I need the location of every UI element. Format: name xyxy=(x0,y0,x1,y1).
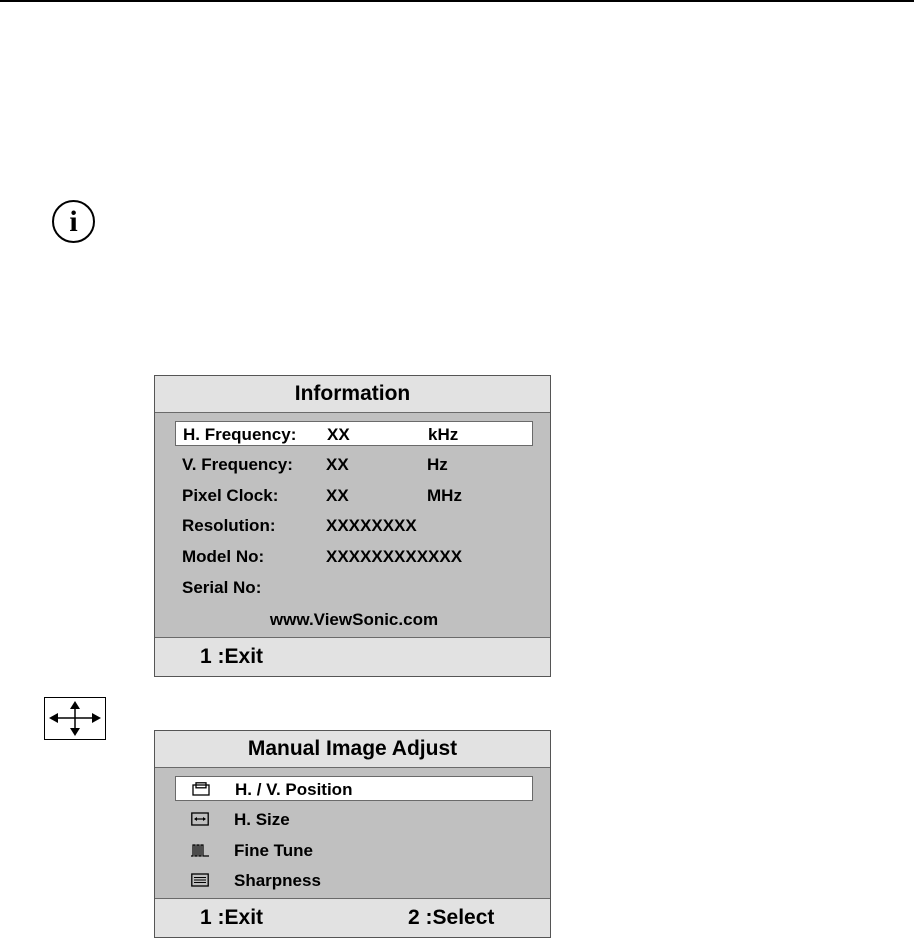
info-row-value: XX xyxy=(326,486,349,505)
position-icon xyxy=(192,782,210,796)
menu-item-label: Fine Tune xyxy=(234,841,314,860)
h-size-icon xyxy=(191,812,209,826)
manual-menu-footer xyxy=(155,898,550,937)
info-row-value: XX xyxy=(327,425,350,444)
menu-item-sharpness[interactable] xyxy=(175,868,533,893)
info-row-v-frequency[interactable] xyxy=(175,452,533,477)
info-row-value: XXXXXXXX xyxy=(326,516,417,535)
page-top-rule xyxy=(0,0,914,2)
info-website xyxy=(175,607,533,632)
website-text: www.ViewSonic.com xyxy=(269,610,439,629)
info-icon: i xyxy=(52,200,95,243)
menu-item-label: H. Size xyxy=(234,810,290,829)
info-row-unit: MHz xyxy=(427,486,462,505)
info-row-resolution[interactable] xyxy=(175,513,533,538)
info-row-label: Pixel Clock: xyxy=(182,486,279,505)
menu-item-label: H. / V. Position xyxy=(235,780,353,799)
fine-tune-icon xyxy=(191,843,209,857)
menu-item-label: Sharpness xyxy=(234,871,321,890)
exit-button[interactable]: 1 :Exit xyxy=(200,906,264,929)
menu-item-h-size[interactable] xyxy=(175,807,533,832)
info-row-unit: kHz xyxy=(428,425,459,444)
info-row-value: XXXXXXXXXXXX xyxy=(326,547,463,566)
info-row-h-frequency[interactable] xyxy=(175,421,533,446)
four-way-arrow-icon xyxy=(44,697,106,740)
info-row-unit: Hz xyxy=(427,455,448,474)
exit-button[interactable]: 1 :Exit xyxy=(200,645,264,668)
menu-item-fine-tune[interactable] xyxy=(175,838,533,863)
info-row-pixel-clock[interactable] xyxy=(175,483,533,508)
info-row-label: H. Frequency: xyxy=(183,425,297,444)
manual-image-adjust-menu xyxy=(154,730,551,938)
info-row-label: V. Frequency: xyxy=(182,455,293,474)
info-row-label: Resolution: xyxy=(182,516,276,535)
info-row-value: XX xyxy=(326,455,349,474)
information-menu-title: Information xyxy=(155,376,550,413)
info-row-label: Serial No: xyxy=(182,578,262,597)
information-menu xyxy=(154,375,551,677)
information-menu-footer xyxy=(155,637,550,676)
select-button[interactable]: 2 :Select xyxy=(408,906,495,929)
info-row-model-no[interactable] xyxy=(175,544,533,569)
sharpness-icon xyxy=(191,873,209,887)
info-row-serial-no[interactable] xyxy=(175,575,533,600)
menu-item-hv-position[interactable] xyxy=(175,776,533,801)
info-row-label: Model No: xyxy=(182,547,265,566)
manual-menu-title: Manual Image Adjust xyxy=(155,731,550,768)
